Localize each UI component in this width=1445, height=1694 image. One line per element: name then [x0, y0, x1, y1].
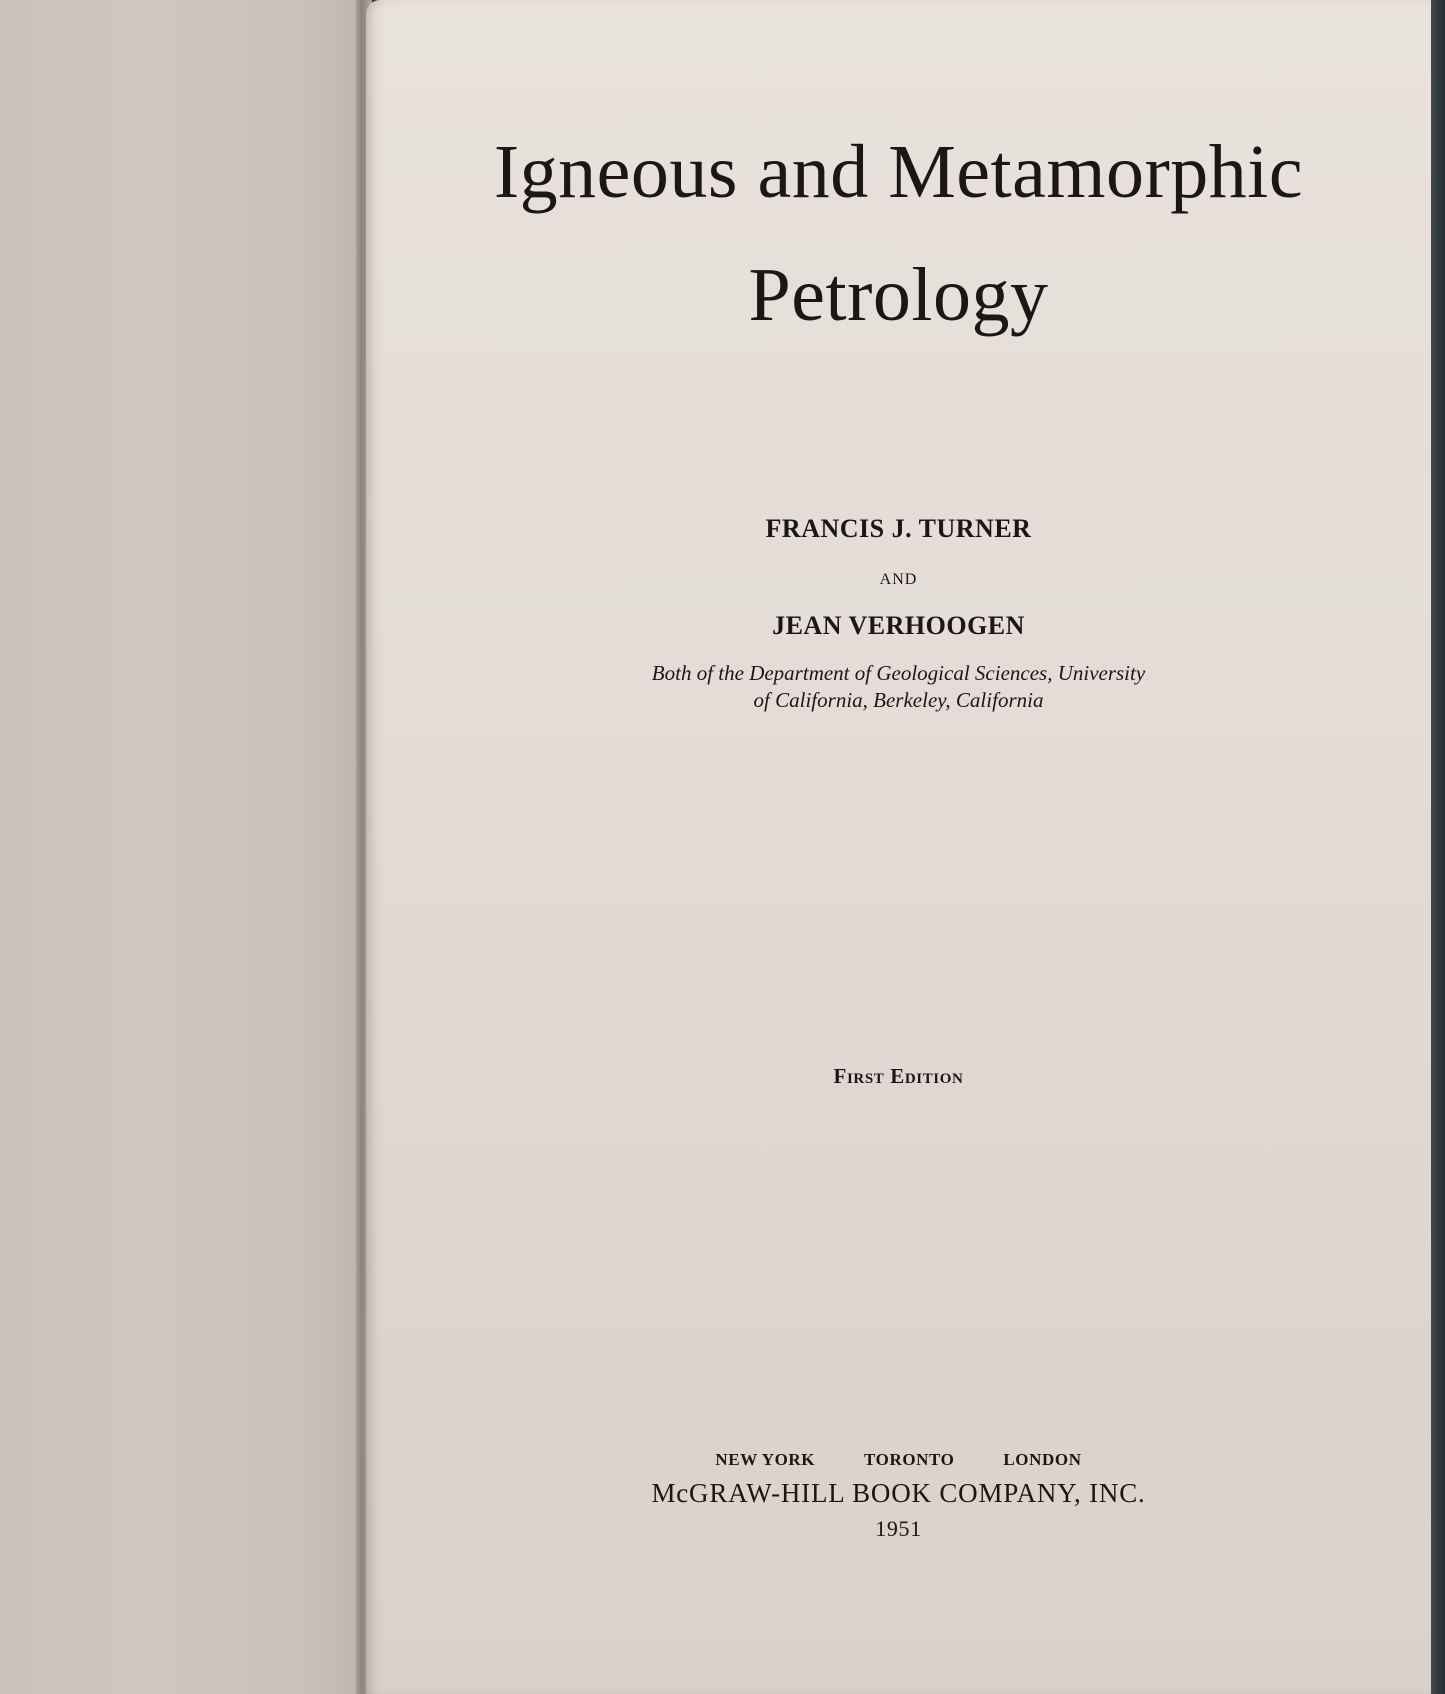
- publisher-name: McGRAW-HILL BOOK COMPANY, INC.: [651, 1478, 1146, 1508]
- city-new-york: NEW YORK: [715, 1450, 816, 1469]
- affiliation-line-1: Both of the Department of Geological Sciences, University: [651, 661, 1146, 685]
- city-london: LONDON: [1003, 1450, 1082, 1469]
- affiliation-line-2: of California, Berkeley, California: [753, 688, 1044, 712]
- publisher-cities: [366, 1451, 1431, 1468]
- publication-year: 1951: [875, 1516, 922, 1541]
- left-blank-page: [0, 0, 362, 1694]
- author-second: JEAN VERHOOGEN: [772, 611, 1025, 640]
- background-surface: [1431, 0, 1445, 1694]
- city-toronto: TORONTO: [864, 1450, 955, 1469]
- book-title-line-1: Igneous and Metamorphic: [493, 130, 1304, 214]
- author-first: FRANCIS J. TURNER: [765, 514, 1032, 543]
- book-title-line-2: Petrology: [748, 253, 1049, 337]
- author-conjunction: AND: [879, 571, 918, 588]
- edition-label: First Edition: [833, 1064, 964, 1088]
